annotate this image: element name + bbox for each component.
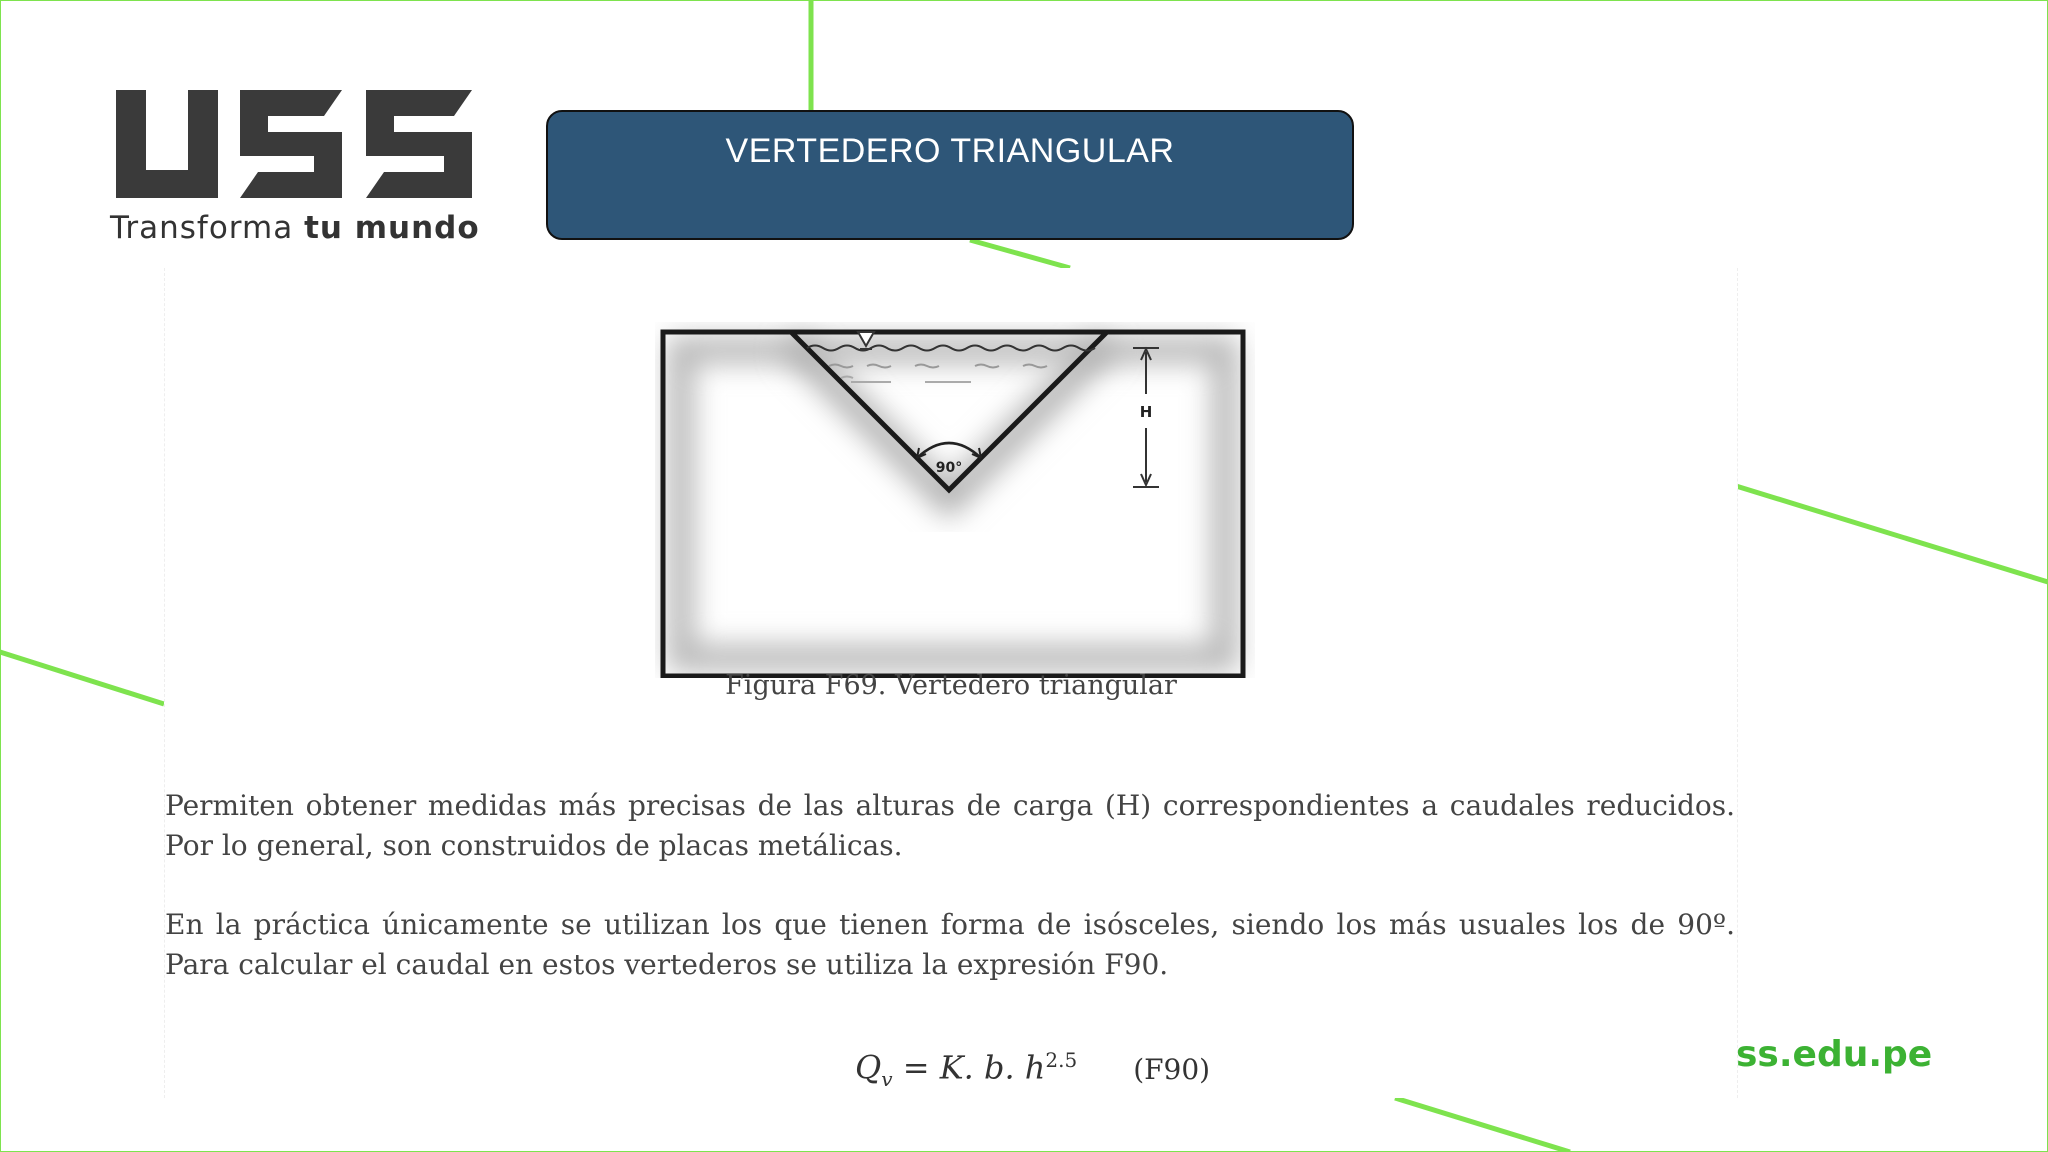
content-panel — [164, 268, 1738, 1098]
uss-logo-mark — [110, 86, 480, 201]
title-banner — [546, 110, 1354, 240]
paragraph-2: En la práctica únicamente se utilizan los que tienen forma de isósceles, siendo los más usuales los de 90º. Para calcular el caudal en estos vertederos se utiliza la expresión F90. — [165, 908, 1735, 981]
formula-f90: $Q_v = K$. b. $h^{2.5}$ (F90) — [855, 1048, 1211, 1092]
formula-number: (F90) — [1133, 1052, 1211, 1086]
angle-label: 90° — [935, 460, 963, 476]
logo-tagline: Transforma tu mundo — [110, 210, 480, 246]
uss-logo — [110, 86, 490, 246]
height-label: H — [1139, 403, 1153, 421]
paragraph-1: Permiten obtener medidas más precisas de las alturas de carga (H) correspondientes a caudales reducidos. Por lo general, son construidos de placas metálicas. — [165, 789, 1735, 862]
figure-caption: Figura F69. Vertedero triangular — [725, 670, 1177, 701]
website-url: ss.edu.pe — [1736, 1034, 1933, 1075]
triangular-weir-figure — [655, 322, 1255, 678]
slide-title: VERTEDERO TRIANGULAR — [725, 132, 1175, 170]
